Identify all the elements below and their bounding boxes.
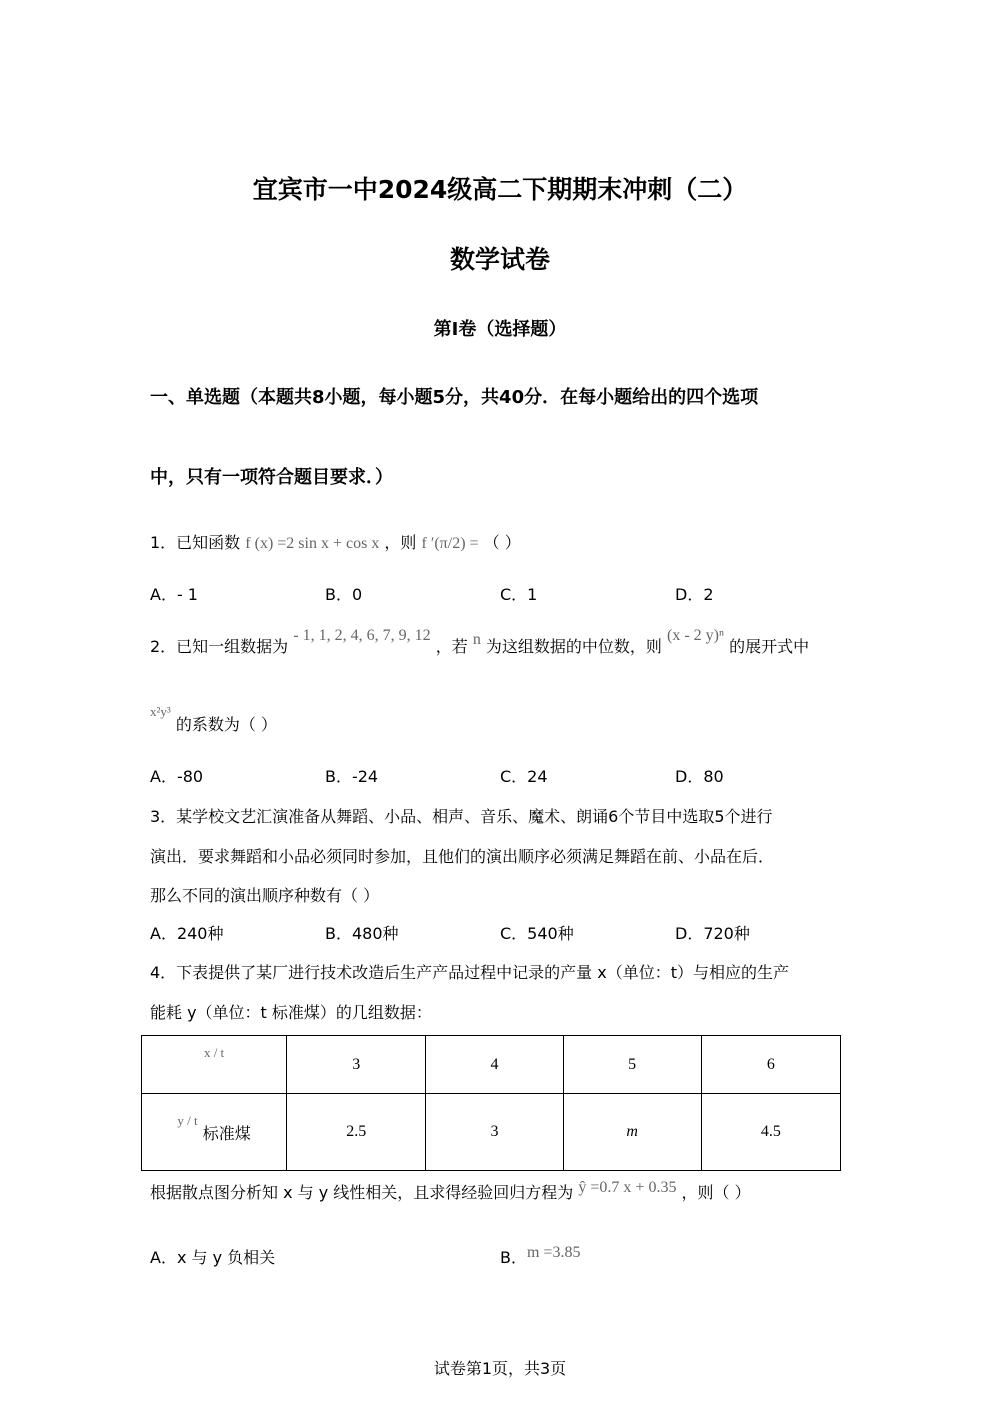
q4-option-a: A．x 与 y 负相关 bbox=[150, 1248, 276, 1267]
question-3-line3: 那么不同的演出顺序种数有（ ） bbox=[150, 886, 380, 905]
part-title: 第I卷（选择题） bbox=[433, 319, 567, 340]
q2-prefix: 2．已知一组数据为 bbox=[150, 637, 289, 656]
q1-prefix: 1．已知函数 bbox=[150, 533, 241, 552]
q3-option-c: C．540种 bbox=[500, 924, 574, 943]
q1-option-c: C．1 bbox=[500, 585, 538, 604]
table-cell: m bbox=[563, 1094, 701, 1171]
q3-option-a: A．240种 bbox=[150, 924, 224, 943]
q4-regression-expr: ŷ =0.7 x + 0.35 bbox=[578, 1179, 677, 1196]
q1-option-a: A．- 1 bbox=[150, 585, 198, 604]
q3-option-d: D．720种 bbox=[675, 924, 750, 943]
q2-option-a: A．-80 bbox=[150, 767, 204, 786]
q1-derivative-expr: f ′(π/2) = bbox=[421, 535, 479, 552]
q4-after-suffix: ，则（ ） bbox=[681, 1183, 751, 1202]
q1-option-b: B．0 bbox=[325, 585, 363, 604]
table-cell: 5 bbox=[563, 1036, 701, 1094]
q2-option-b: B．-24 bbox=[325, 767, 379, 786]
q2-binomial-expr: (x - 2 y)ⁿ bbox=[667, 627, 725, 644]
q2-line2-text: 的系数为（ ） bbox=[175, 715, 277, 734]
question-3-line1: 3．某学校文艺汇演准备从舞蹈、小品、相声、音乐、魔术、朗诵6个节目中选取5个进行 bbox=[150, 807, 773, 826]
table-cell: 6 bbox=[701, 1036, 840, 1094]
table-header-cell: $^{y / t}$ 标准煤 bbox=[142, 1094, 287, 1171]
table-cell: 4.5 bbox=[701, 1094, 840, 1171]
q4-option-b-expr: m =3.85 bbox=[526, 1244, 581, 1261]
q2-mid: ，若 bbox=[435, 637, 468, 656]
q1-mid: ，则 bbox=[384, 533, 417, 552]
table-header-cell: x / t bbox=[142, 1036, 287, 1094]
q3-option-b: B．480种 bbox=[325, 924, 399, 943]
q1-paren: （ ） bbox=[483, 533, 521, 552]
q2-suffix: 的展开式中 bbox=[729, 637, 810, 656]
section-heading-line1: 一、单选题（本题共8小题，每小题5分，共40分．在每小题给出的四个选项 bbox=[150, 387, 759, 408]
table-cell: 4 bbox=[426, 1036, 563, 1094]
exam-title: 宜宾市一中2024级高二下期期末冲刺（二） bbox=[252, 175, 748, 204]
q2-var-n: n bbox=[472, 631, 481, 648]
question-4-line2: 能耗 y（单位：t 标准煤）的几组数据： bbox=[150, 1003, 432, 1022]
q2-option-c: C．24 bbox=[500, 767, 548, 786]
q4-after-text: 根据散点图分析知 x 与 y 线性相关，且求得经验回归方程为 bbox=[150, 1183, 574, 1202]
table-row bbox=[142, 1036, 841, 1094]
section-heading-line2: 中，只有一项符合题目要求．） bbox=[150, 467, 393, 488]
q2-term-expr: x²y³ bbox=[150, 704, 171, 719]
question-2-line2 bbox=[150, 704, 277, 735]
q4-option-b: B．m =3.85 bbox=[500, 1244, 581, 1267]
q1-option-d: D．2 bbox=[675, 585, 714, 604]
data-table bbox=[141, 1035, 841, 1171]
q2-data-set: - 1, 1, 2, 4, 6, 7, 9, 12 bbox=[293, 627, 431, 644]
table-cell: 3 bbox=[426, 1094, 563, 1171]
q1-function-expr: f (x) =2 sin x + cos x bbox=[245, 535, 380, 552]
question-2 bbox=[150, 627, 810, 657]
q2-option-d: D．80 bbox=[675, 767, 724, 786]
table-cell: 3 bbox=[287, 1036, 426, 1094]
table-row bbox=[142, 1094, 841, 1171]
subject-title: 数学试卷 bbox=[449, 245, 550, 274]
page-footer: 试卷第1页，共3页 bbox=[433, 1359, 567, 1378]
question-4-after-table bbox=[150, 1180, 751, 1203]
q2-mid2: 为这组数据的中位数，则 bbox=[485, 637, 662, 656]
question-3-line2: 演出．要求舞蹈和小品必须同时参加，且他们的演出顺序必须满足舞蹈在前、小品在后． bbox=[150, 847, 775, 866]
question-4-line1: 4．下表提供了某厂进行技术改造后生产产品过程中记录的产量 x（单位：t）与相应的生产 bbox=[150, 963, 790, 982]
table-cell: 2.5 bbox=[287, 1094, 426, 1171]
question-1 bbox=[150, 530, 521, 553]
